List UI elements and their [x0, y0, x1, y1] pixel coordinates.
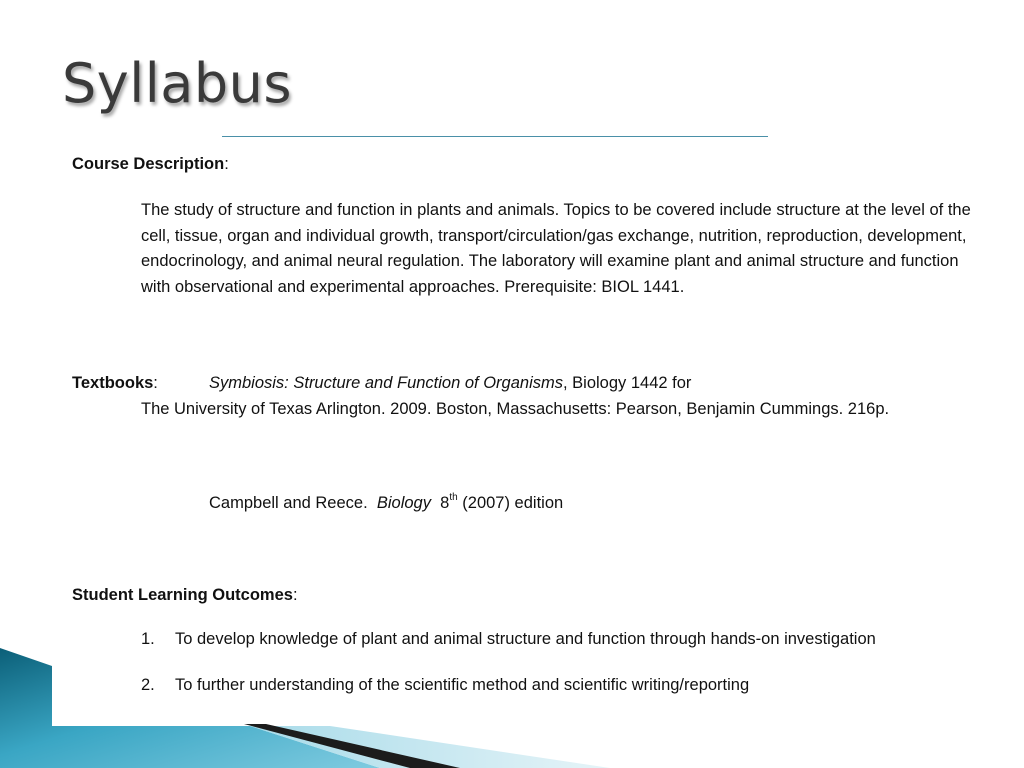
page-title: Syllabus — [62, 52, 292, 115]
textbook-1-citation: The University of Texas Arlington. 2009. Boston, Massachusetts: Pearson, Benjamin Cummings. 216p. — [141, 400, 890, 418]
course-description-heading-line: Course Description: — [72, 155, 229, 173]
textbook-1-course: , Biology 1442 for — [562, 374, 692, 392]
textbook-2-edition-suffix: th — [449, 492, 458, 503]
outcome-text: To further understanding of the scientific method and scientific writing/reporting — [175, 675, 750, 694]
outcomes-heading-line: Student Learning Outcomes: — [72, 586, 298, 604]
title-divider — [222, 136, 768, 137]
outcomes-heading: Student Learning Outcomes — [72, 586, 293, 604]
textbook-2-line — [209, 491, 563, 517]
textbook-1-line — [209, 371, 691, 397]
outcome-text: To develop knowledge of plant and animal structure and function through hands-on investigation — [175, 630, 876, 648]
textbooks-heading: Textbooks — [72, 374, 154, 392]
decor-teal-wedge — [0, 648, 380, 768]
course-description-heading: Course Description — [72, 155, 225, 173]
textbooks-heading-line: Textbooks: — [72, 374, 158, 392]
textbook-1-title: Symbiosis: Structure and Function of Organisms — [209, 374, 563, 392]
course-description-text: The study of structure and function in plants and animals. Topics to be covered include structure at the level of the cell, tissue, organ and individual growth, transport/circulation/gas exchange, nutrition, reproduction, development, endocrinology, and animal neural regulation. The laboratory will examine plant and animal structure and function with observational and experimental approaches. Prerequisite: BIOL 1441. — [141, 201, 971, 296]
outcome-number: 2. — [141, 675, 155, 694]
textbook-2-title: Biology — [376, 494, 431, 512]
textbook-2-authors: Campbell and Reece. — [209, 494, 368, 512]
textbook-2-edition-number: 8 — [440, 494, 450, 512]
slide-decoration — [0, 640, 1024, 768]
outcome-number: 1. — [141, 630, 155, 648]
textbook-2-edition-rest: (2007) edition — [462, 494, 564, 512]
